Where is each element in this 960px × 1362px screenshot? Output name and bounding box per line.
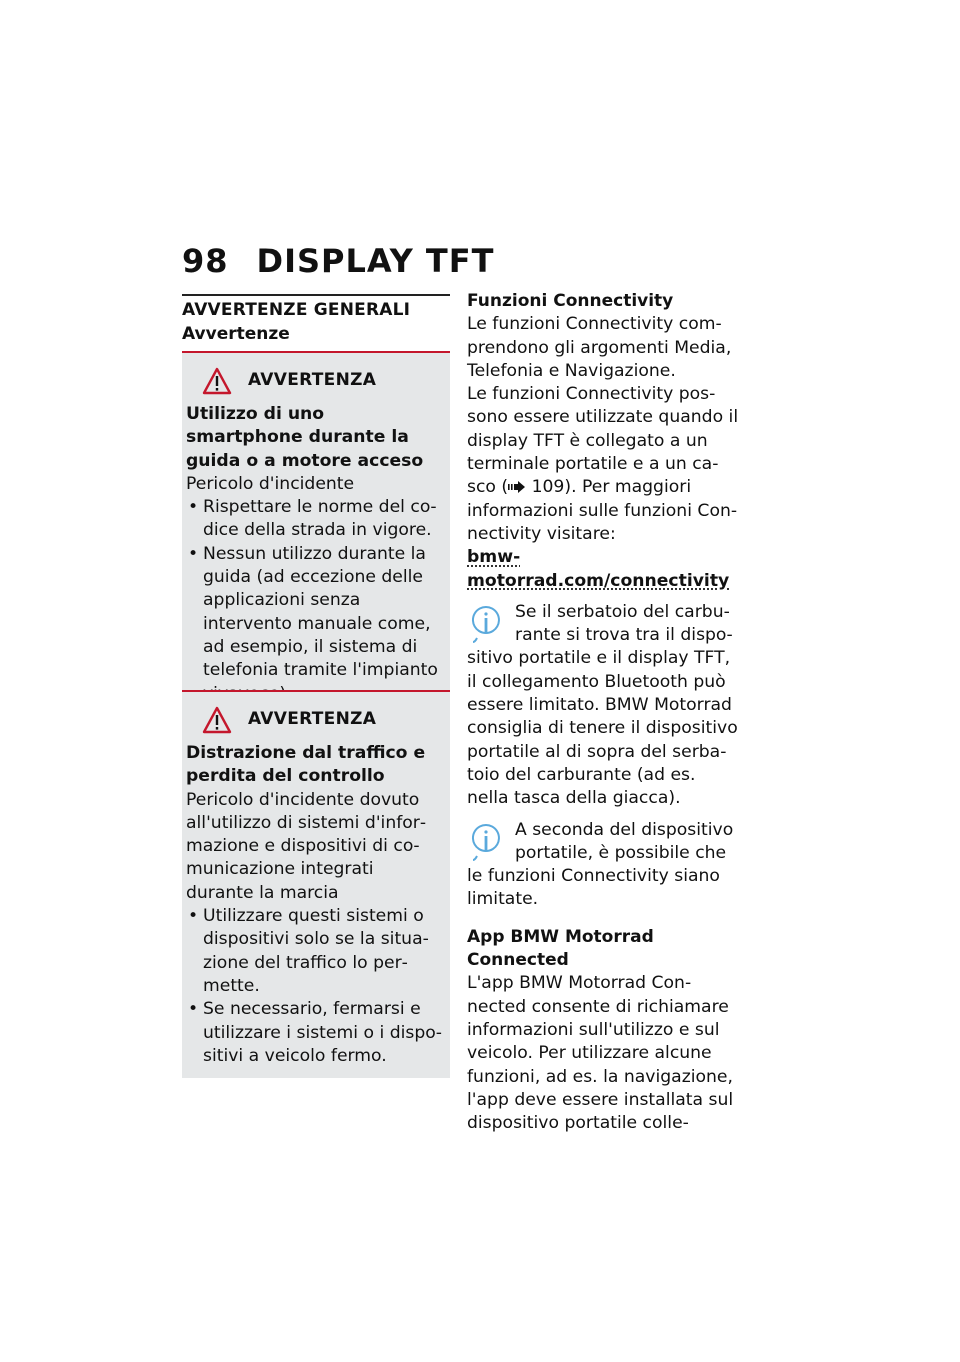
connectivity-link[interactable]: bmw-motorrad.com/connectivity xyxy=(467,547,730,591)
warning-triangle-icon xyxy=(202,367,232,395)
warning-heading: Utilizzo di uno smartphone durante la guida o a motore acceso xyxy=(186,404,424,471)
note-text: A seconda del dispositivo portatile, è possibile che le funzioni Connectivity siano limitate. xyxy=(467,819,734,910)
warning-heading: Distrazione dal traffico e perdita del controllo xyxy=(186,743,426,787)
app-paragraph: L'app BMW Motorrad Connected consente di richiamare informazioni sull'utilizzo e sul veicolo. Per utilizzare alcune funzioni, ad es. la navigazione, l'app deve essere installata sul dispositivo portatile colle- xyxy=(467,973,734,1134)
connectivity-paragraph-2: Le funzioni Connectivity possono essere utilizzate quando il display TFT è collegato a un terminale portatile e a un casco ( 109). Per maggiori informazioni sulle funzioni Connectivity visitare: xyxy=(467,384,739,544)
right-column xyxy=(467,290,739,1135)
list-item: • Se necessario, fermarsi e utilizzare i sistemi o i dispositivi a veicolo fermo. xyxy=(186,998,444,1068)
warning-box-1 xyxy=(182,351,450,716)
list-item: • Utilizzare questi sistemi o dispositivi solo se la situazione del traffico lo permette. xyxy=(186,905,444,998)
page-title xyxy=(182,242,494,280)
page-number: 98 xyxy=(182,242,229,280)
list-item: • Rispettare le norme del codice della strada in vigore. xyxy=(186,496,444,543)
page-reference[interactable]: 109 xyxy=(531,477,565,498)
warning-list xyxy=(186,905,444,1068)
warning-label: AVVERTENZA xyxy=(248,370,377,391)
chapter-title: DISPLAY TFT xyxy=(256,242,495,280)
app-title: App BMW Motorrad Connected xyxy=(467,926,654,971)
list-item: • Nessun utilizzo durante la guida (ad eccezione delle applicazioni senza intervento manuale come, ad esempio, il sistema di telefonia tramite l'impianto xyxy=(186,543,444,706)
connectivity-title: Funzioni Connectivity xyxy=(467,291,674,311)
warning-risk: Pericolo d'incidente xyxy=(186,473,355,494)
info-icon xyxy=(471,605,501,643)
connectivity-paragraph-1: Le funzioni Connectivity comprendono gli argomenti Media, Telefonia e Navigazione. xyxy=(467,314,732,381)
section-title: AVVERTENZE GENERALI xyxy=(182,294,450,320)
warning-list xyxy=(186,496,444,706)
info-note-1 xyxy=(467,601,739,811)
page-reference-arrow-icon xyxy=(508,481,526,493)
info-note-2 xyxy=(467,819,739,912)
note-text: Se il serbatoio del carburante si trova tra il dispositivo portatile e il display TFT, il collegamento Bluetooth può essere limitato. BMW Motorrad consiglia di tenere il dispositivo portatile al di sopra del serbatoio del carburante (ad es. nella tasca della giacca). xyxy=(467,601,738,809)
info-icon xyxy=(471,823,501,861)
warning-risk: Pericolo d'incidente dovuto all'utilizzo di sistemi d'informazione e dispositivi di comunicazione integrati durante la marcia xyxy=(186,789,427,903)
section-subtitle: Avvertenze xyxy=(182,324,290,344)
warning-label: AVVERTENZA xyxy=(248,709,377,730)
warning-header xyxy=(202,367,444,395)
warning-box-2 xyxy=(182,690,450,1078)
warning-triangle-icon xyxy=(202,706,232,734)
warning-header xyxy=(202,706,444,734)
